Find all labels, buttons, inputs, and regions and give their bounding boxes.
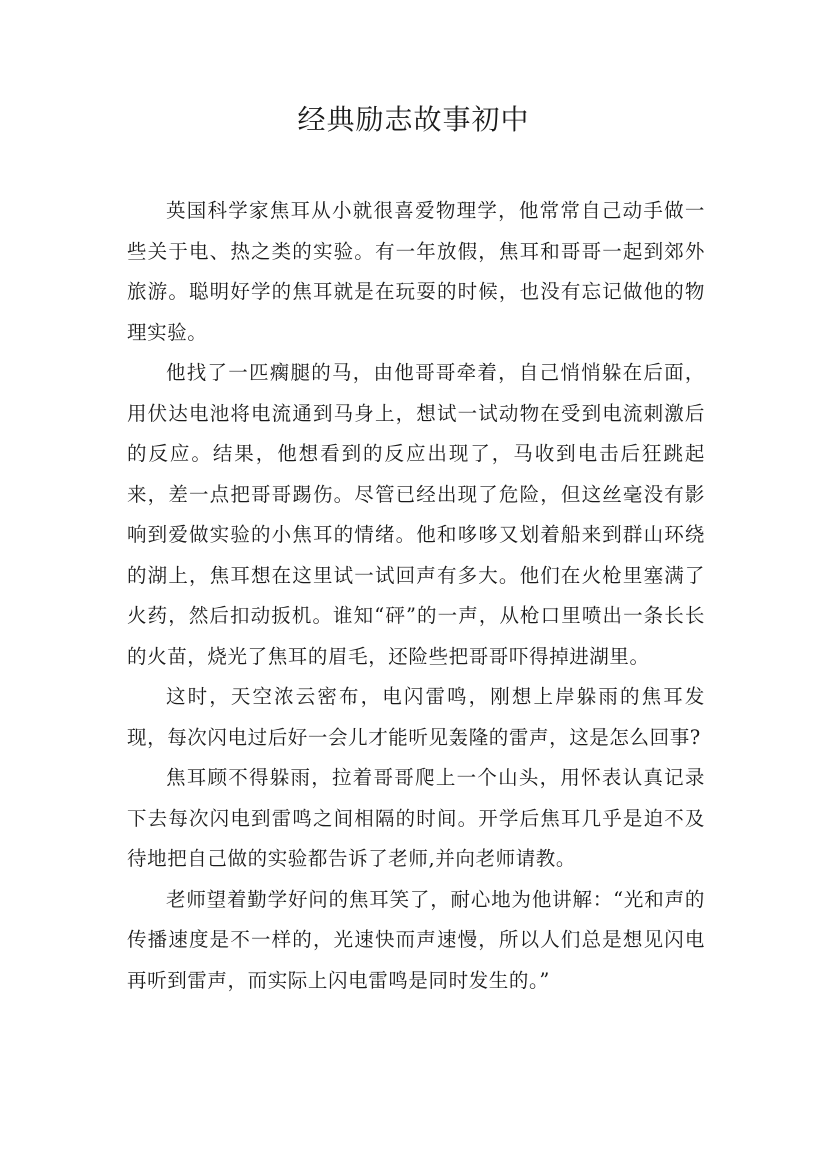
paragraph-1: 英国科学家焦耳从小就很喜爱物理学，他常常自己动手做一些关于电、热之类的实验。有一年放假，焦耳和哥哥一起到郊外旅游。聪明好学的焦耳就是在玩耍的时候，也没有忘记做他的物理实验。: [127, 199, 705, 344]
document-title: 经典励志故事初中: [297, 103, 530, 136]
document-body: [127, 191, 705, 1001]
paragraph-4: 焦耳顾不得躲雨，拉着哥哥爬上一个山头，用怀表认真记录下去每次闪电到雷鸣之间相隔的时间。开学后焦耳几乎是迫不及待地把自己做的实验都告诉了老师,并向老师请教。: [127, 766, 705, 870]
paragraph-5: 老师望着勤学好问的焦耳笑了，耐心地为他讲解：“光和声的传播速度是不一样的，光速快而声速慢，所以人们总是想见闪电再听到雷声，而实际上闪电雷鸣是同时发生的。”: [127, 887, 705, 992]
paragraph-3: 这时，天空浓云密布，电闪雷鸣，刚想上岸躲雨的焦耳发现，每次闪电过后好一会儿才能听见轰隆的雷声，这是怎么回事?: [127, 685, 705, 749]
paragraph-2: 他找了一匹瘸腿的马，由他哥哥牵着，自己悄悄躲在后面，用伏达电池将电流通到马身上，想试一试动物在受到电流刺激后的反应。结果，他想看到的反应出现了，马收到电击后狂跳起来，差一点把哥哥踢伤。尽管已经出现了危险，但这丝毫没有影响到爱做实验的小焦耳的情绪。他和哆哆又划着船来到群山环绕的湖上，焦耳想在这里试一试回声有多大。他们在火枪里塞满了火药，然后扣动扳机。谁知“砰”的一声，从枪口里喷出一条长长的火苗，烧光了焦耳的眉毛，还险些把哥哥吓得掉进湖里。: [127, 361, 705, 668]
